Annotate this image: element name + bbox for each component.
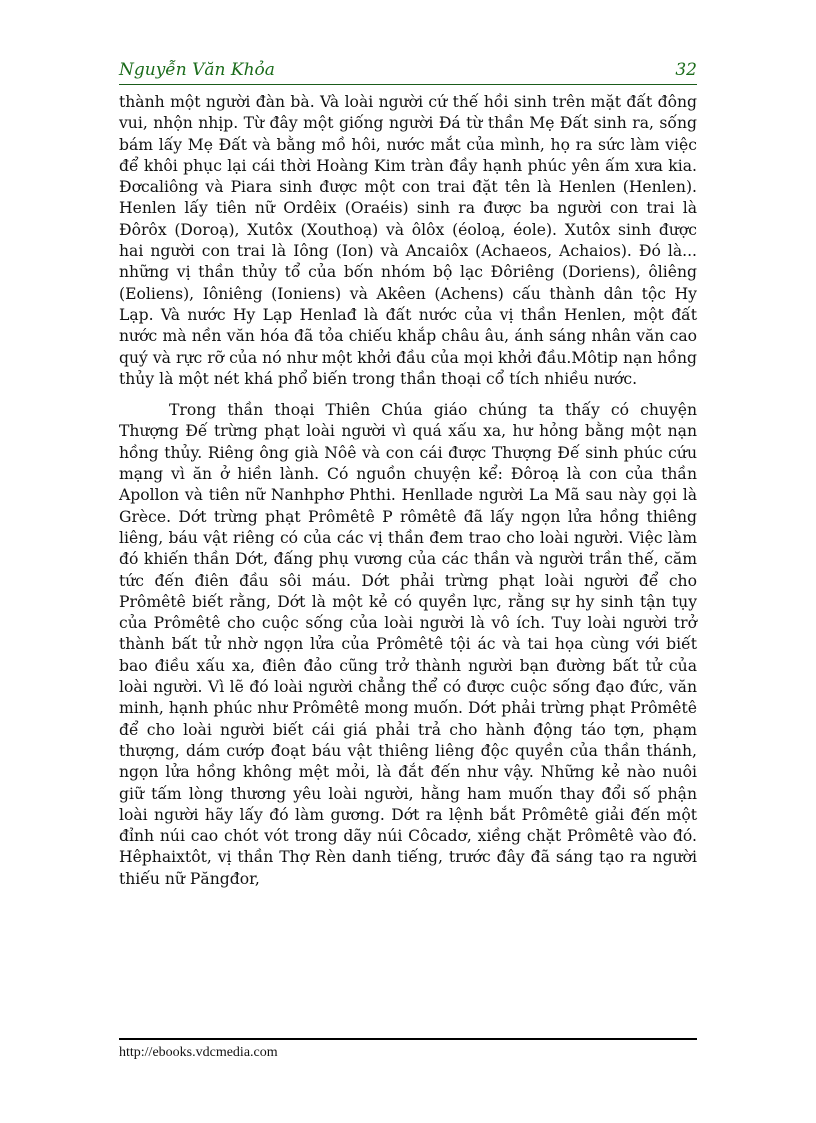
- page-header: [119, 60, 697, 85]
- footer-url[interactable]: http://ebooks.vdcmedia.com: [119, 1045, 278, 1060]
- author-name: Nguyễn Văn Khỏa: [119, 60, 275, 80]
- paragraph-1: thành một người đàn bà. Và loài người cứ thế hồi sinh trên mặt đất đông vui, nhộn nhịp. Từ đây một giống người Đá từ thần Mẹ Đất sinh ra, sống bám lấy Mẹ Đất và bằng mồ hôi, nước mắt của mình, họ ra sức làm việc để khôi phục lại cái thời Hoàng Kim tràn đầy hạnh phúc yên ấm xưa kia. Đơcaliông và Piara sinh được một con trai đặt tên là Henlen (Henlen). Henlen lấy tiên nữ Ordêix (Oraéis) sinh ra được ba người con trai là Đôrôx (Doroạ), Xutôx (Xouthoạ) và ôlôx (éoloạ, éole). Xutôx sinh được hai người con trai là Iông (Ion) và Ancaiôx (Achaeos, Achaios). Đó là... những vị thần thủy tổ của bốn nhóm bộ lạc Đôriêng (Doriens), ôliêng (Eoliens), Iôniêng (Ioniens) và Akêen (Achens) cấu thành dân tộc Hy Lạp. Và nước Hy Lạp Henlađ là đất nước của vị thần Henlen, một đất nước mà nền văn hóa đã tỏa chiếu khắp châu âu, ánh sáng nhân văn cao quý và rực rỡ của nó như một khởi đầu của mọi khởi đầu.Môtip nạn hồng thủy là một nét khá phổ biến trong thần thoại cổ tích nhiều nước.: [119, 93, 697, 388]
- body-text: [119, 92, 697, 890]
- page-number: 32: [675, 60, 697, 80]
- paragraph-2: Trong thần thoại Thiên Chúa giáo chúng ta thấy có chuyện Thượng Đế trừng phạt loài người vì quá xấu xa, hư hỏng bằng một nạn hồng thủy. Riêng ông già Nôê và con cái được Thượng Đế sinh phúc cứu mạng vì ăn ở hiền lành. Có nguồn chuyện kể: Đôroạ là con của thần Apollon và tiên nữ Nanhphơ Phthi. Henllade người La Mã sau này gọi là Grèce. Dớt trừng phạt Prômêtê P rômêtê đã lấy ngọn lửa hồng thiêng liêng, báu vật riêng có của các vị thần đem trao cho loài người. Việc làm đó khiến thần Dớt, đấng phụ vương của các thần và người trần thế, căm tức đến điên đầu sôi máu. Dớt phải trừng phạt loài người để cho Prômêtê biết rằng, Dớt là một kẻ có quyền lực, rằng sự hy sinh tận tụy của Prômêtê cho cuộc sống của loài người là vô ích. Tuy loài người trở thành bất tử nhờ ngọn lửa của Prômêtê tội ác và tai họa cùng với biết bao điều xấu xa, điên đảo cũng trở thành người bạn đường bất tử của loài người. Vì lẽ đó loài người chẳng thể có được cuộc sống đạo đức, văn minh, hạnh phúc như Prômêtê mong muốn. Dớt phải trừng phạt Prômêtê để cho loài người biết cái giá phải trả cho hành động táo tợn, phạm thượng, dám cướp đoạt báu vật thiêng liêng độc quyền của thần thánh, ngọn lửa hồng không mệt mỏi, là đắt đến như vậy. Những kẻ nào nuôi giữ tấm lòng thương yêu loài người, hằng ham muốn thay đổi số phận loài người hãy lấy đó làm gương. Dớt ra lệnh bắt Prômêtê giải đến một đỉnh núi cao chót vót trong dãy núi Côcadơ, xiềng chặt Prômêtê vào đó. Hêphaixtôt, vị thần Thợ Rèn danh tiếng, trước đây đã sáng tạo ra người thiếu nữ Păngđor,: [119, 401, 697, 888]
- footer-divider: [119, 1038, 697, 1040]
